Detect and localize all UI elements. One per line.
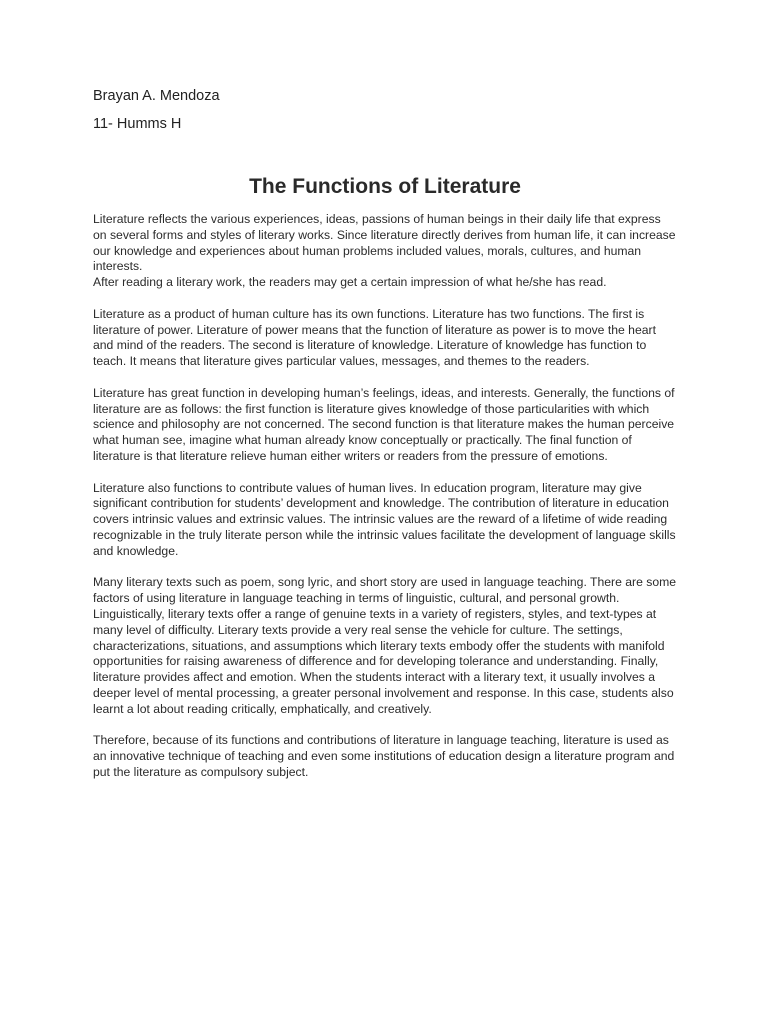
document-body (93, 212, 677, 781)
paragraph-conclusion: Therefore, because of its functions and contributions of literature in language teaching, literature is used as an innovative technique of teaching and even some institutions of education design a literature program and put the literature as compulsory subject. (93, 733, 675, 779)
paragraph-intro: Literature reflects the various experiences, ideas, passions of human beings in their daily life that express on several forms and styles of literary works. Since literature directly derives from human life, it can increase our knowledge and experiences about human problems included values, morals, cultures, and human interests. (93, 212, 676, 274)
author-name: Brayan A. Mendoza (93, 88, 220, 104)
document-title: The Functions of Literature (249, 175, 521, 198)
paragraph-values: Literature also functions to contribute values of human lives. In education program, literature may give significant contribution for students’ development and knowledge. The contribution of literature in education covers intrinsic values and extrinsic values. The intrinsic values are the reward of a lifetime of wide reading recognizable in the truly literate person while the intrinsic values facilitate the development of language skills and knowledge. (93, 480, 676, 558)
author-section: 11- Humms H (93, 116, 182, 132)
paragraph-language-teaching: Many literary texts such as poem, song lyric, and short story are used in language teaching. There are some factors of using literature in language teaching in terms of linguistic, cultural, and personal growth. Linguistically, literary texts offer a range of genuine texts in a variety of registers, styles, and text-types at many level of difficulty. Literary texts provide a very real sense the vehicle for culture. The settings, characterizations, situations, and assumptions which literary texts embody offer the students with manifold opportunities for raising awareness of difference and for developing tolerance and understanding. Finally, literature provides affect and emotion. When the students interact with a literary text, it usually involves a deeper level of mental processing, a greater personal involvement and response. In this case, students also learnt a lot about reading critically, emphatically, and creatively. (93, 575, 677, 716)
paragraph-two-functions: Literature as a product of human culture has its own functions. Literature has two functions. The first is literature of power. Literature of power means that the function of literature as power is to move the heart and mind of the readers. The second is literature of knowledge. Literature of knowledge has function to teach. It means that literature gives particular values, messages, and themes to the readers. (93, 306, 656, 369)
paragraph-impression: After reading a literary work, the readers may get a certain impression of what he/she has read. (93, 275, 607, 290)
paragraph-great-function: Literature has great function in developing human’s feelings, ideas, and interests. Generally, the functions of literature are as follows: the first function is literature gives knowledge of those particularities with which science and philosophy are not concerned. The second function is that literature makes the human perceive what human see, imagine what human already know conceptually or practically. The final function of literature is that literature relieve human either writers or readers from the pressure of emotions. (93, 385, 675, 463)
document-page (93, 86, 677, 781)
